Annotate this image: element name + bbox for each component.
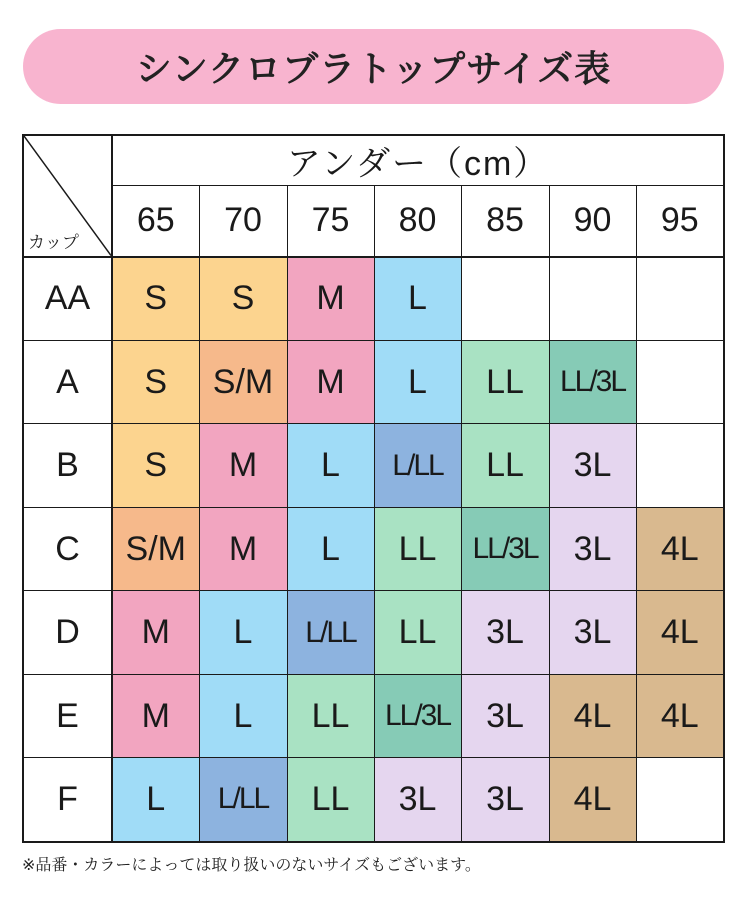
size-cell: S bbox=[112, 424, 199, 508]
size-cell: 4L bbox=[549, 758, 636, 842]
page-title: シンクロブラトップサイズ表 bbox=[135, 49, 612, 90]
size-cell: LL bbox=[287, 675, 374, 758]
size-cell bbox=[636, 341, 724, 424]
size-cell: 4L bbox=[636, 675, 724, 758]
size-cell: 3L bbox=[549, 591, 636, 675]
row-header-D: D bbox=[23, 591, 112, 675]
size-cell: M bbox=[287, 257, 374, 341]
size-cell: L bbox=[287, 508, 374, 591]
title-banner bbox=[23, 29, 724, 104]
size-cell: L bbox=[112, 758, 199, 842]
col-header-65: 65 bbox=[112, 186, 199, 257]
row-header-F: F bbox=[23, 758, 112, 842]
size-cell: 3L bbox=[461, 591, 549, 675]
size-cell: L/LL bbox=[287, 591, 374, 675]
col-header-70: 70 bbox=[199, 186, 287, 257]
size-cell bbox=[636, 758, 724, 842]
size-cell: L bbox=[199, 675, 287, 758]
table-row bbox=[23, 591, 724, 675]
cup-axis-label: カップ bbox=[28, 232, 79, 253]
size-cell bbox=[461, 257, 549, 341]
row-header-A: A bbox=[23, 341, 112, 424]
col-header-90: 90 bbox=[549, 186, 636, 257]
col-header-80: 80 bbox=[374, 186, 461, 257]
row-header-B: B bbox=[23, 424, 112, 508]
under-axis-label: アンダー（cm） bbox=[112, 135, 724, 186]
size-cell: S bbox=[112, 341, 199, 424]
size-cell: M bbox=[112, 675, 199, 758]
size-cell: LL bbox=[461, 424, 549, 508]
size-cell: LL/3L bbox=[549, 341, 636, 424]
size-cell: S bbox=[112, 257, 199, 341]
size-cell bbox=[636, 424, 724, 508]
size-cell: M bbox=[199, 508, 287, 591]
size-cell: L bbox=[374, 341, 461, 424]
size-cell bbox=[636, 257, 724, 341]
size-cell: LL bbox=[374, 508, 461, 591]
size-cell: LL/3L bbox=[374, 675, 461, 758]
table-row bbox=[23, 758, 724, 842]
size-cell: LL bbox=[461, 341, 549, 424]
size-cell: S bbox=[199, 257, 287, 341]
table-row bbox=[23, 257, 724, 341]
col-header-75: 75 bbox=[287, 186, 374, 257]
size-cell: M bbox=[112, 591, 199, 675]
row-header-E: E bbox=[23, 675, 112, 758]
size-cell: L bbox=[374, 257, 461, 341]
size-cell: 3L bbox=[461, 758, 549, 842]
corner-header-cell bbox=[23, 135, 112, 257]
row-header-C: C bbox=[23, 508, 112, 591]
size-cell: 3L bbox=[549, 424, 636, 508]
size-cell bbox=[549, 257, 636, 341]
size-chart-table bbox=[22, 134, 725, 843]
col-header-95: 95 bbox=[636, 186, 724, 257]
size-cell: 4L bbox=[636, 591, 724, 675]
size-cell: 4L bbox=[549, 675, 636, 758]
size-cell: 3L bbox=[461, 675, 549, 758]
col-header-85: 85 bbox=[461, 186, 549, 257]
table-row bbox=[23, 341, 724, 424]
column-header-row bbox=[23, 186, 724, 257]
availability-note: ※品番・カラーによっては取り扱いのないサイズもございます。 bbox=[22, 855, 481, 874]
row-header-AA: AA bbox=[23, 257, 112, 341]
table-row bbox=[23, 424, 724, 508]
size-cell: 3L bbox=[549, 508, 636, 591]
size-cell: L bbox=[287, 424, 374, 508]
size-cell: M bbox=[199, 424, 287, 508]
size-cell: LL/3L bbox=[461, 508, 549, 591]
size-cell: L/LL bbox=[374, 424, 461, 508]
size-cell: S/M bbox=[199, 341, 287, 424]
size-cell: L/LL bbox=[199, 758, 287, 842]
size-cell: 3L bbox=[374, 758, 461, 842]
size-cell: M bbox=[287, 341, 374, 424]
size-cell: LL bbox=[374, 591, 461, 675]
table-row bbox=[23, 508, 724, 591]
size-cell: 4L bbox=[636, 508, 724, 591]
table-row bbox=[23, 675, 724, 758]
size-cell: L bbox=[199, 591, 287, 675]
size-cell: S/M bbox=[112, 508, 199, 591]
size-cell: LL bbox=[287, 758, 374, 842]
